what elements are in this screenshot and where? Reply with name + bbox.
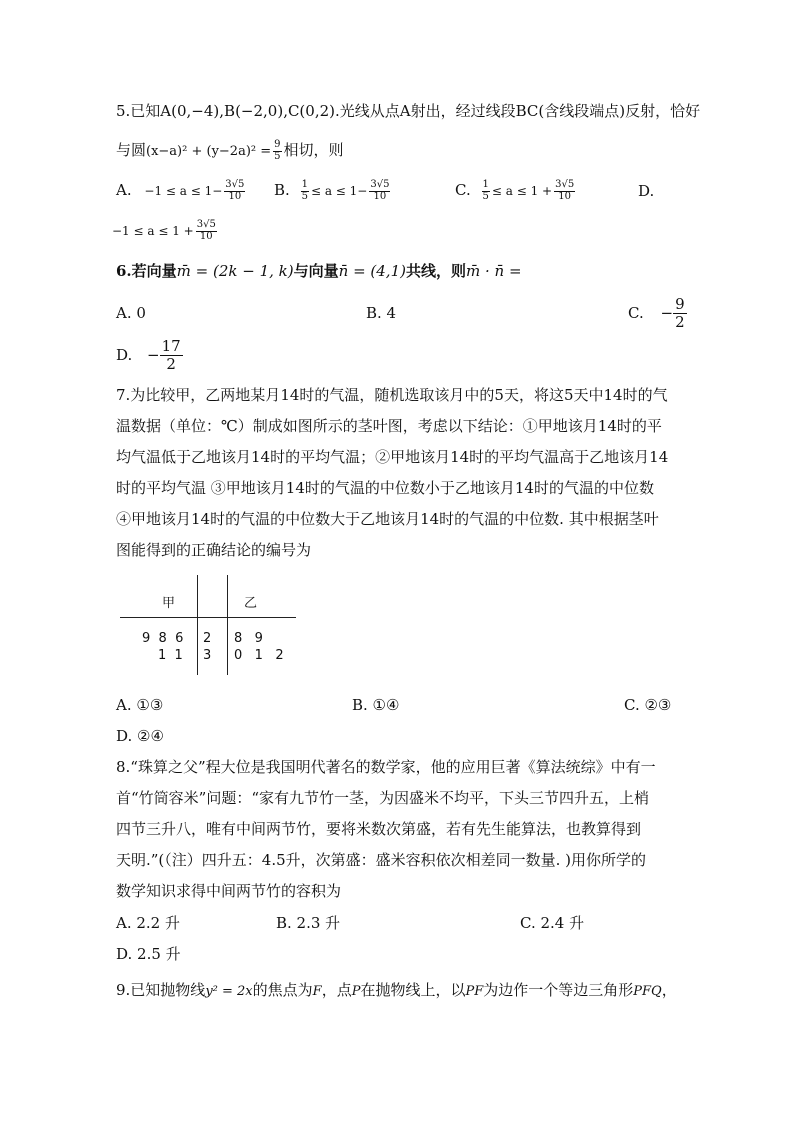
q7-line-3: 均气温低于乙地该月14时的平均气温；②甲地该月14时的平均气温高于乙地该月14 xyxy=(116,448,669,466)
q5-option-c[interactable]: C. $\frac{1}{5}$ ≤ a ≤ 1 + $\frac{3√5}{10}$ xyxy=(455,179,575,202)
q8-option-b[interactable]: B. 2.3 升 xyxy=(276,914,341,932)
q5-option-d-label[interactable]: D. xyxy=(638,182,655,200)
q6-option-c[interactable]: C. − $\frac{9}{2}$ xyxy=(628,295,685,332)
q6-stem: 6.若向量m̄ = (2k − 1, k)与向量n̄ = (4,1)共线，则m̄ · n̄ = xyxy=(116,262,522,280)
q5-line2 xyxy=(116,140,344,162)
q5-circle-frac: $\frac{9}{5}$ xyxy=(274,139,281,162)
q6-option-d[interactable]: D. − $\frac{17}{2}$ xyxy=(116,337,181,374)
q6-option-b[interactable]: B. 4 xyxy=(366,304,397,322)
q7-line-5: ④甲地该月14时的气温的中位数大于乙地该月14时的气温的中位数. 其中根据茎叶 xyxy=(116,510,659,528)
q5-line1: 5.已知A(0,−4),B(−2,0),C(0,2).光线从点A射出，经过线段BC(含线段端点)反射，恰好 xyxy=(116,102,701,120)
q7-option-a[interactable]: A. ①③ xyxy=(116,696,164,714)
q7-line-6: 图能得到的正确结论的编号为 xyxy=(116,541,312,559)
q5-circle-expr: (x−a)² + (y−2a)² = xyxy=(146,144,272,159)
q9-stem: 9.已知抛物线y² = 2x的焦点为F，点P在抛物线上，以PF为边作一个等边三角形PFQ， xyxy=(116,981,677,999)
stem-leaf-right-header: 乙 xyxy=(244,596,258,611)
stem-leaf-plot xyxy=(120,575,300,675)
stem-leaf-row1-stem: 2 xyxy=(203,631,212,646)
stem-leaf-row1-left: 9 8 6 xyxy=(142,631,184,646)
stem-leaf-row1-right: 8 9 xyxy=(234,631,263,646)
q8-line-1: 8.“珠算之父”程大位是我国明代著名的数学家，他的应用巨著《算法统综》中有一 xyxy=(116,758,656,776)
q5-option-d[interactable]: −1 ≤ a ≤ 1 + $\frac{3√5}{10}$ xyxy=(112,219,216,242)
q6-option-a[interactable]: A. 0 xyxy=(116,304,146,322)
stem-leaf-header-rule xyxy=(120,617,296,618)
q8-line-5: 数学知识求得中间两节竹的容积为 xyxy=(116,882,342,900)
q7-line-1: 7.为比较甲，乙两地某月14时的气温，随机选取该月中的5天，将这5天中14时的气 xyxy=(116,386,668,404)
q5-line2-prefix: 与圆 xyxy=(116,141,147,159)
stem-leaf-row2-left: 1 1 xyxy=(158,648,183,663)
q7-option-c[interactable]: C. ②③ xyxy=(624,696,672,714)
stem-leaf-left-header: 甲 xyxy=(162,596,176,611)
stem-leaf-divider-left xyxy=(197,575,198,675)
q7-line-4: 时的平均气温 ③甲地该月14时的气温的中位数小于乙地该月14时的气温的中位数 xyxy=(116,479,654,497)
stem-leaf-divider-right xyxy=(227,575,228,675)
q7-option-d[interactable]: D. ②④ xyxy=(116,727,164,745)
q5-option-a[interactable]: A. −1 ≤ a ≤ 1− $\frac{3√5}{10}$ xyxy=(116,179,245,202)
stem-leaf-row2-right: 0 1 2 xyxy=(234,648,284,663)
q5-line2-suffix: 相切，则 xyxy=(283,141,344,159)
q8-line-4: 天明.”(（注）四升五：4.5升，次第盛：盛米容积依次相差同一数量. )用你所学的 xyxy=(116,851,647,869)
stem-leaf-row2-stem: 3 xyxy=(203,648,212,663)
q7-option-b[interactable]: B. ①④ xyxy=(352,696,400,714)
q7-line-2: 温数据（单位：℃）制成如图所示的茎叶图，考虑以下结论：①甲地该月14时的平 xyxy=(116,417,662,435)
q8-option-a[interactable]: A. 2.2 升 xyxy=(116,914,180,932)
q8-option-d[interactable]: D. 2.5 升 xyxy=(116,945,181,963)
q8-line-2: 首“竹筒容米”问题：“家有九节竹一茎，为因盛米不均平，下头三节四升五，上梢 xyxy=(116,789,650,807)
q5-option-b[interactable]: B. $\frac{1}{5}$ ≤ a ≤ 1− $\frac{3√5}{10}$ xyxy=(274,179,390,202)
q8-line-3: 四节三升八，唯有中间两节竹，要将米数次第盛，若有先生能算法，也教算得到 xyxy=(116,820,642,838)
q8-option-c[interactable]: C. 2.4 升 xyxy=(520,914,585,932)
q5-option-a-frac: $\frac{3√5}{10}$ xyxy=(225,179,245,202)
